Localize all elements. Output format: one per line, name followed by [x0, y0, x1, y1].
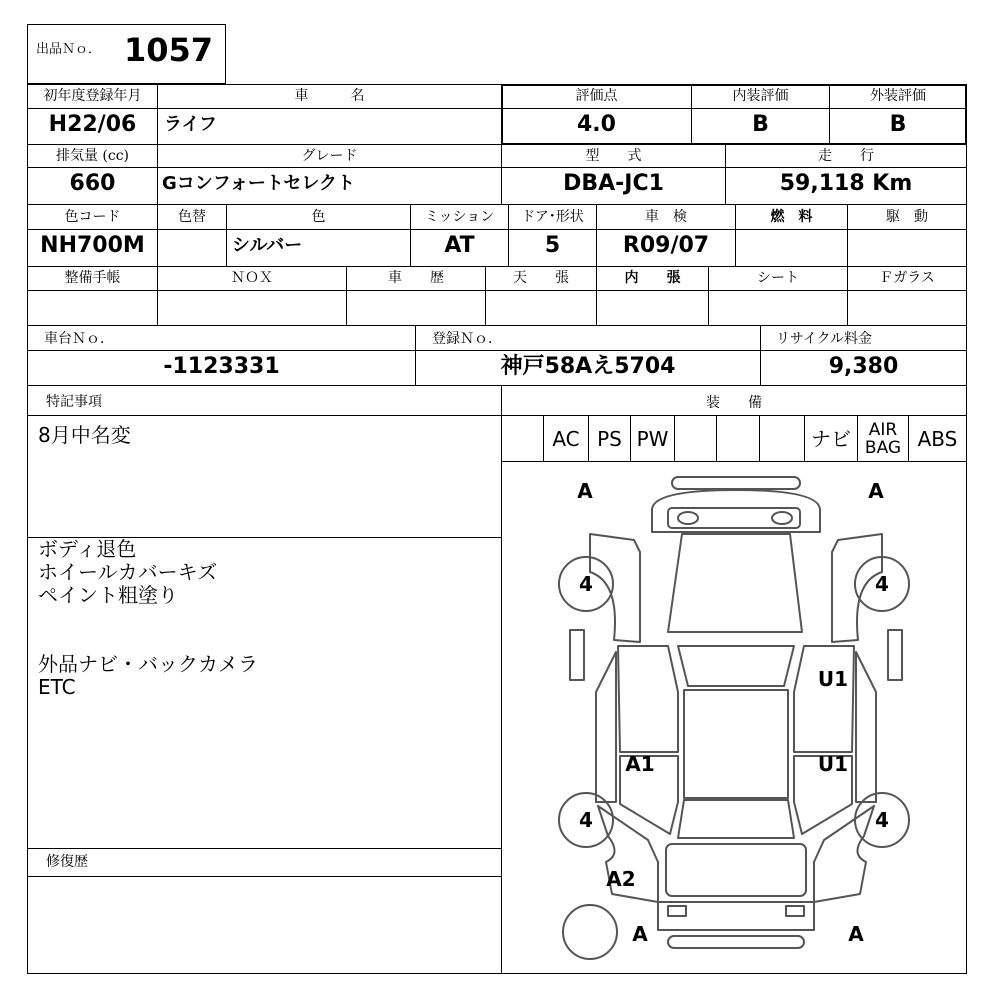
mileage-label: 走 行: [818, 148, 874, 164]
fuel-label: 燃 料: [770, 209, 813, 225]
car-name-value: ライフ: [164, 114, 217, 135]
model-value: DBA-JC1: [563, 171, 664, 196]
nox-label: ＮＯＸ: [231, 270, 273, 286]
color-code-value: NH700M: [40, 233, 145, 258]
drive-value: [848, 231, 966, 261]
front-light-right: [772, 512, 792, 524]
grade-value: Gコンフォートセレクト: [162, 173, 355, 194]
displacement-label: 排気量 (cc): [55, 148, 130, 164]
score-label: 評価点: [575, 88, 618, 104]
rear-plate-left: [668, 906, 686, 916]
notes-label: 特記事項: [46, 394, 102, 410]
inspection-label: 車 検: [645, 209, 687, 225]
mark-left-rear-quarter: A2: [606, 867, 636, 891]
exterior-label: 外装評価: [870, 88, 926, 104]
recycle-value: 9,380: [828, 354, 899, 379]
mark-rear-left: A: [632, 922, 648, 946]
color-value: シルバー: [232, 235, 303, 256]
mark-tire-fr: 4: [875, 572, 889, 596]
equip-item-pw: PW: [636, 426, 669, 451]
equipment-label: 装 備: [706, 395, 762, 411]
right-front-door: [794, 646, 854, 752]
mark-front-right: A: [868, 479, 884, 503]
displacement-value: 660: [69, 171, 116, 196]
mark-right-front-door: U1: [817, 667, 849, 691]
seat-label: シート: [757, 270, 799, 286]
left-mirror: [570, 630, 584, 680]
note-line: ホイールカバーキズ: [38, 560, 218, 584]
mark-front-left: A: [577, 479, 593, 503]
door-value: 5: [544, 233, 561, 258]
color-code-label: 色コード: [64, 209, 121, 225]
mission-label: ミッション: [424, 209, 495, 225]
notes-top-line: 8月中名変: [38, 423, 131, 447]
equip-item: [502, 416, 543, 461]
first-reg-label: 初年度登録年月: [43, 88, 142, 104]
chassis-label: 車台Ｎｏ．: [44, 331, 114, 347]
door-label: ドア･形状: [521, 209, 584, 225]
car-diagram-svg: [502, 462, 966, 972]
rear-plate-right: [786, 906, 804, 916]
grade-label: グレード: [301, 148, 358, 164]
color-label: 色: [311, 209, 326, 225]
front-grille: [668, 508, 800, 528]
glass-label: Ｆガラス: [879, 270, 935, 286]
equip-item-ac: AC: [552, 426, 580, 451]
note-line: 外品ナビ・バックカメラ: [38, 652, 258, 676]
interior-trim-label: 内 張: [624, 270, 681, 286]
mission-value: AT: [444, 233, 475, 258]
repair-history-label: 修復歴: [46, 854, 88, 870]
exterior-value: B: [889, 112, 907, 137]
spare-tire-shape: [563, 905, 617, 959]
reg-label: 登録Ｎｏ．: [432, 331, 502, 347]
repaint-label: 色替: [178, 209, 206, 225]
mark-right-rear-door: U1: [817, 752, 849, 776]
car-name-label: 車 名: [294, 88, 365, 104]
front-light-left: [678, 512, 698, 524]
mark-tire-rl: 4: [579, 808, 593, 832]
lot-label: 出品Ｎｏ．: [36, 42, 102, 57]
inspection-value: R09/07: [622, 233, 710, 258]
mark-rear-right: A: [848, 922, 864, 946]
note-line: ETC: [38, 675, 76, 699]
equip-item: [675, 416, 716, 461]
chassis-value: -1123331: [163, 354, 280, 379]
maintenance-label: 整備手帳: [64, 270, 121, 286]
windshield-outline: [678, 646, 794, 686]
equip-item-airbag: AIR BAG: [864, 419, 902, 458]
note-line: ペイント粗塗り: [38, 583, 178, 607]
lot-number: 1057: [124, 31, 214, 69]
mark-tire-fl: 4: [579, 572, 593, 596]
rear-bumper-strip: [668, 936, 804, 948]
roof-label: 天 張: [513, 270, 569, 286]
drive-label: 駆 動: [886, 209, 928, 225]
history-label: 車 歴: [388, 270, 444, 286]
equip-item-navi: ナビ: [811, 426, 851, 451]
roof-outline: [684, 690, 788, 798]
equip-item-ps: PS: [597, 426, 622, 451]
interior-label: 内装評価: [732, 88, 789, 104]
mark-left-rear-door: A1: [625, 752, 655, 776]
first-reg-value: H22/06: [48, 112, 137, 137]
front-bumper-outline: [652, 490, 820, 532]
recycle-label: リサイクル料金: [776, 331, 873, 347]
front-bumper-shape: [672, 477, 800, 489]
rear-window-outline: [678, 800, 794, 838]
note-line: ボディ退色: [38, 537, 137, 561]
interior-value: B: [752, 112, 769, 137]
right-mirror: [888, 630, 902, 680]
mark-tire-rr: 4: [875, 808, 889, 832]
reg-value: 神戸58Aえ5704: [500, 354, 676, 379]
equip-item-abs: ABS: [917, 426, 958, 451]
tailgate-outline: [666, 844, 806, 896]
mileage-value: 59,118 Km: [779, 171, 913, 196]
left-front-door: [618, 646, 678, 752]
hood-outline: [668, 534, 802, 632]
left-door-strip: [596, 652, 616, 802]
fuel-value: [736, 231, 847, 261]
score-value: 4.0: [577, 112, 616, 137]
right-door-strip: [856, 652, 876, 802]
model-label: 型 式: [585, 148, 642, 164]
repaint-value: [158, 231, 226, 261]
equip-item: [760, 416, 804, 461]
equip-item: [717, 416, 759, 461]
